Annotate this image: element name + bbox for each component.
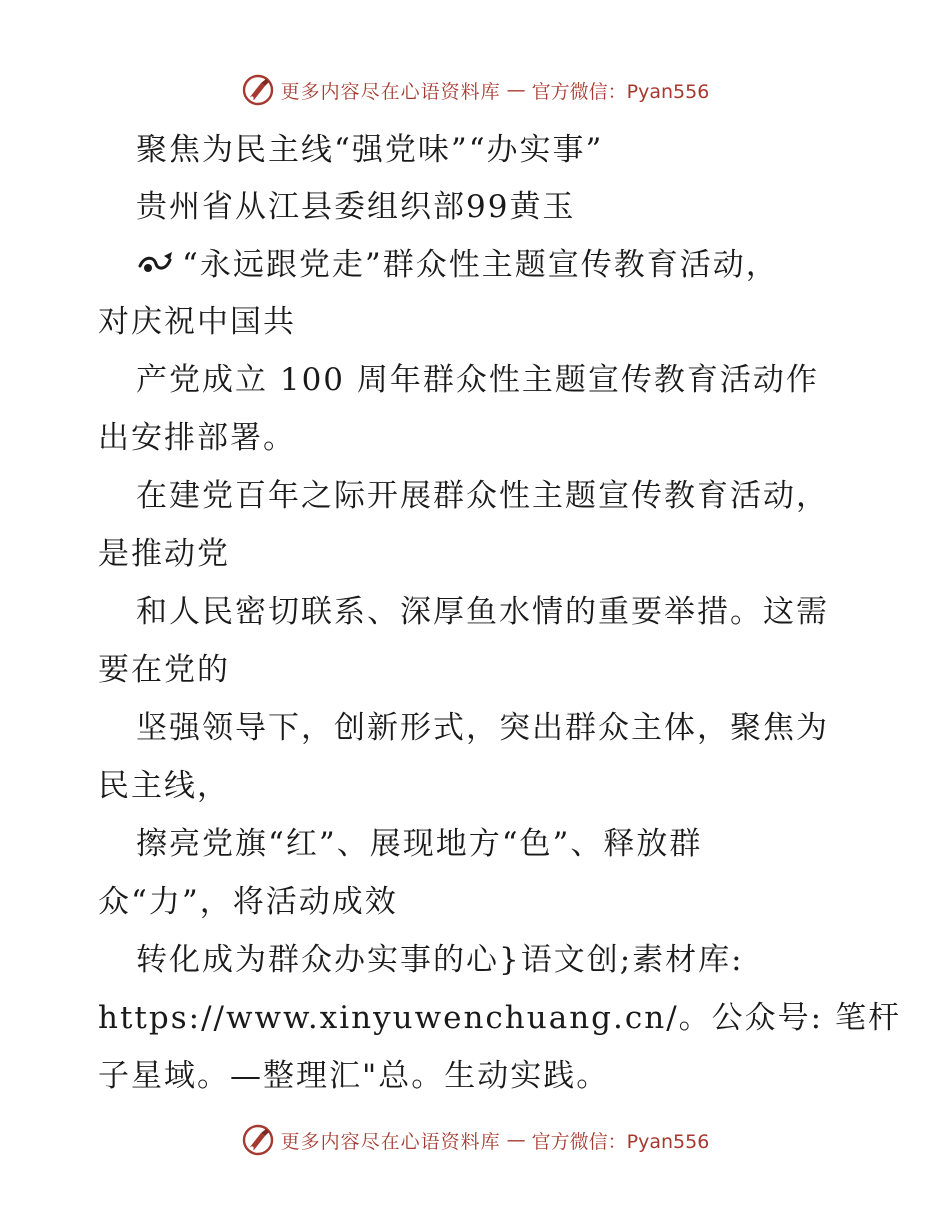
paragraph-line: 转化成为群众办实事的心}语文创;素材库:: [136, 942, 744, 978]
paragraph-line: 在建党百年之际开展群众性主题宣传教育活动，: [136, 478, 829, 514]
paragraph-line-url: https://www.xinyuwenchuang.cn/。公众号: 笔杆: [98, 1000, 901, 1036]
banner-contact: 官方微信：Pyan556: [531, 80, 710, 103]
paragraph-line: 要在党的: [98, 652, 230, 688]
paragraph-line: [136, 245, 779, 285]
banner-contact: 官方微信：Pyan556: [531, 1130, 710, 1153]
paragraph-line-text: “永远跟党走”群众性主题宣传教育活动，: [182, 247, 779, 283]
paragraph-line: 子星域。—整理汇"总。生动实践。: [98, 1058, 610, 1094]
paragraph-line: 坚强领导下，创新形式，突出群众主体，聚焦为: [136, 710, 829, 746]
paragraph-line: 众“力”，将活动成效: [98, 884, 398, 920]
banner-text: 更多内容尽在心语资料库: [280, 1130, 501, 1153]
header-banner: [0, 70, 950, 110]
banner-text: 更多内容尽在心语资料库: [280, 80, 501, 103]
paragraph-line: 和人民密切联系、深厚鱼水情的重要举措。这需: [136, 594, 829, 630]
paragraph-line: 民主线，: [98, 768, 230, 804]
paragraph-line: 对庆祝中国共: [98, 304, 296, 340]
ornamental-bullet-icon: [136, 248, 176, 278]
paragraph-line: 出安排部署。: [98, 420, 296, 456]
banner-dash: —: [506, 79, 526, 101]
pen-nib-logo-icon: [241, 73, 275, 107]
paragraph-line: 擦亮党旗“红”、展现地方“色”、释放群: [136, 826, 703, 862]
paragraph-line: 产党成立 100 周年群众性主题宣传教育活动作: [136, 362, 819, 398]
title-line: 聚焦为民主线“强党味”“办实事”: [136, 132, 604, 168]
footer-banner-inner: [241, 1123, 710, 1157]
header-banner-inner: [241, 73, 710, 107]
footer-banner: [0, 1120, 950, 1160]
banner-dash: —: [506, 1129, 526, 1151]
author-line: 贵州省从江县委组织部99黄玉: [136, 189, 576, 225]
pen-nib-logo-icon: [241, 1123, 275, 1157]
paragraph-line: 是推动党: [98, 536, 230, 572]
